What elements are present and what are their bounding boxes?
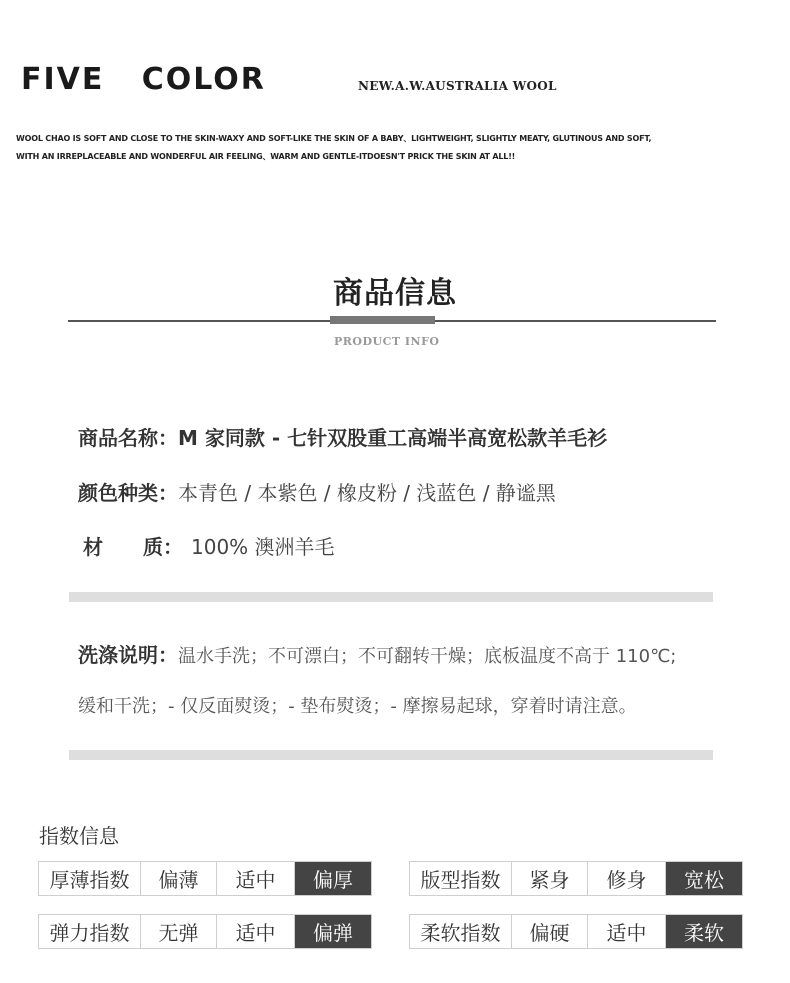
brand-subtitle: NEW.A.W.AUSTRALIA WOOL (358, 79, 557, 93)
index-name: 厚薄指数 (39, 862, 141, 895)
softness-index-table (409, 914, 743, 949)
section-title: 商品信息 (333, 276, 457, 311)
material-value: 100% 澳洲羊毛 (191, 535, 335, 559)
brand-title: FIVE COLOR (21, 62, 266, 97)
wash-instructions-line-2 (78, 692, 637, 718)
wash-text-1: 温水手洗；不可漂白；不可翻转干燥；底板温度不高于 110℃; (178, 646, 677, 667)
index-option-selected: 柔软 (666, 915, 742, 948)
color-label: 颜色种类： (78, 481, 178, 505)
index-option-selected: 偏厚 (295, 862, 371, 895)
divider-bottom (69, 750, 713, 760)
index-option: 适中 (588, 915, 666, 948)
material-label: 材 质： (83, 535, 183, 559)
index-name: 版型指数 (410, 862, 512, 895)
index-option: 偏薄 (141, 862, 217, 895)
divider-top (69, 592, 713, 602)
wash-label: 洗涤说明： (78, 643, 178, 667)
brand-description-line-1: WOOL CHAO IS SOFT AND CLOSE TO THE SKIN-WAXY AND SOFT-LIKE THE SKIN OF A BABY、LIGHTWEIGHT, SLIGHTLY MEATY, GLUTINOUS AND SOFT, (16, 134, 652, 143)
product-name-label: 商品名称： (78, 426, 178, 450)
title-accent-bar (330, 316, 435, 324)
product-name-value: M 家同款 - 七针双股重工高端半高宽松款羊毛衫 (178, 426, 608, 450)
wash-text-2: 缓和干洗；- 仅反面熨烫；- 垫布熨烫；- 摩擦易起球，穿着时请注意。 (78, 696, 637, 717)
index-option: 紧身 (512, 862, 588, 895)
index-option: 适中 (217, 862, 295, 895)
elasticity-index-table (38, 914, 372, 949)
wash-instructions-line-1 (78, 639, 676, 668)
index-option: 适中 (217, 915, 295, 948)
index-title: 指数信息 (39, 824, 119, 848)
index-option-selected: 偏弹 (295, 915, 371, 948)
index-option: 修身 (588, 862, 666, 895)
color-row (78, 477, 556, 506)
index-name: 柔软指数 (410, 915, 512, 948)
index-name: 弹力指数 (39, 915, 141, 948)
index-option-selected: 宽松 (666, 862, 742, 895)
thickness-index-table (38, 861, 372, 896)
section-title-en: PRODUCT INFO (334, 335, 440, 348)
material-row (78, 531, 335, 560)
index-option: 无弹 (141, 915, 217, 948)
index-option: 偏硬 (512, 915, 588, 948)
product-name-row (78, 422, 607, 451)
fit-index-table (409, 861, 743, 896)
color-value: 本青色 / 本紫色 / 橡皮粉 / 浅蓝色 / 静谧黑 (178, 481, 556, 505)
brand-description-line-2: WITH AN IRREPLACEABLE AND WONDERFUL AIR FEELING、WARM AND GENTLE-ITDOESN'T PRICK THE SKIN AT ALL!! (16, 152, 516, 161)
